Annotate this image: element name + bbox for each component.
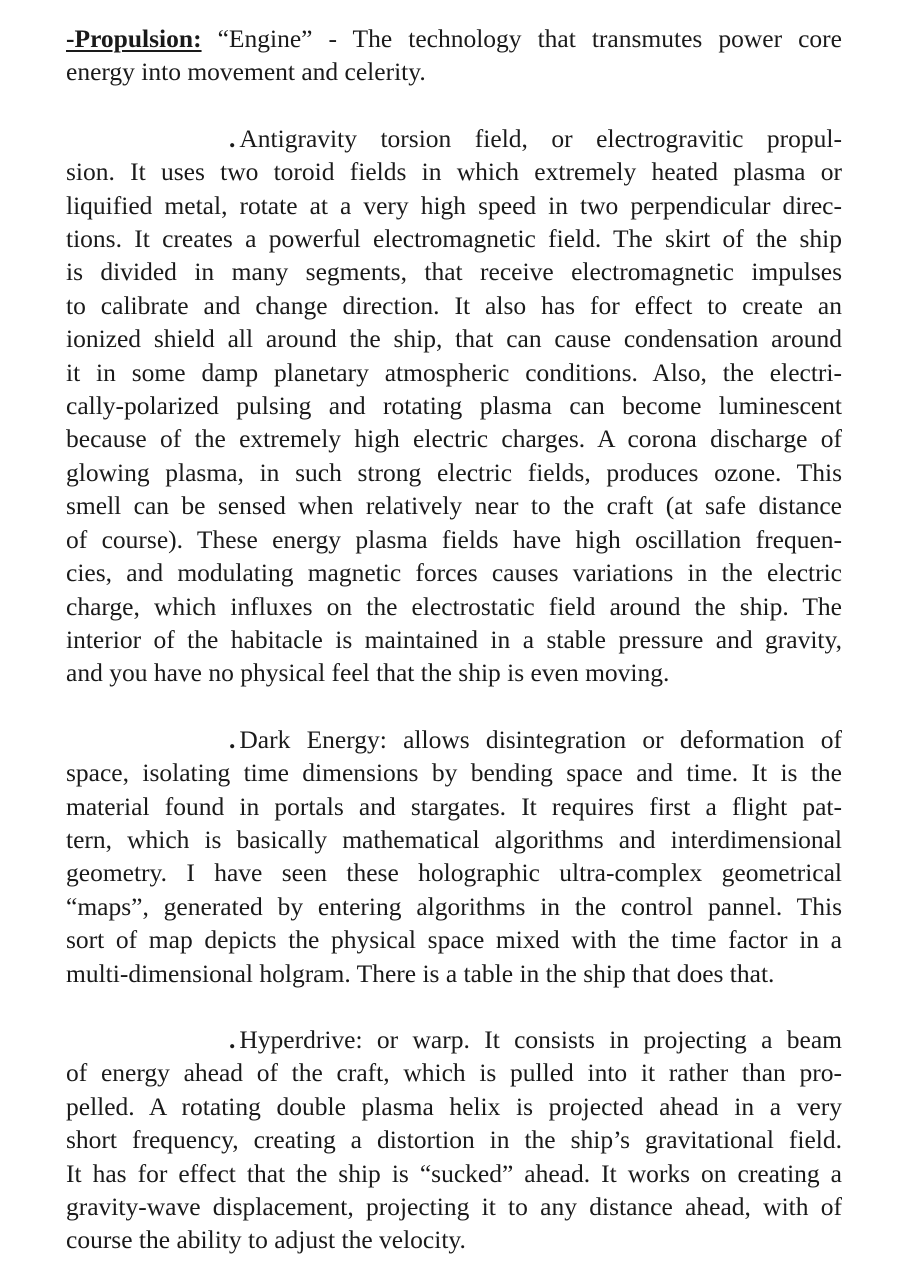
bullet-dot: . xyxy=(229,1024,236,1054)
heading-definition: “Engine” - The technology that transmutes power core xyxy=(201,24,842,53)
text-line: tern, which is basically mathematical algorithms and interdimensional xyxy=(66,824,842,854)
text-line: It has for effect that the ship is “sucked” ahead. It works on creating a xyxy=(66,1158,842,1188)
text-line: gravity-wave displacement, projecting it to any distance ahead, with of xyxy=(66,1192,842,1221)
heading-line-1 xyxy=(66,22,842,55)
bullet-dot: . xyxy=(229,724,236,754)
text-line: it in some damp planetary atmospheric conditions. Also, the electri- xyxy=(66,357,842,387)
section-heading xyxy=(66,22,842,89)
text-line: of course). These energy plasma fields have high oscillation frequen- xyxy=(66,524,842,554)
line-text: Hyperdrive: or warp. It consists in projecting a beam xyxy=(239,1024,842,1054)
hyperdrive-paragraph xyxy=(66,1023,842,1257)
document-page xyxy=(66,22,842,1257)
text-line: material found in portals and stargates. It requires first a flight pat- xyxy=(66,791,842,821)
text-line: smell can be sensed when relatively near to the craft (at safe distance xyxy=(66,491,842,521)
text-line: cally-polarized pulsing and rotating plasma can become luminescent xyxy=(66,391,842,421)
text-line: “maps”, generated by entering algorithms in the control pannel. This xyxy=(66,891,842,921)
text-line: tions. It creates a powerful electromagnetic field. The skirt of the ship xyxy=(66,224,842,254)
sections-container xyxy=(66,122,842,1257)
text-line: and you have no physical feel that the ship is even moving. xyxy=(66,658,670,688)
text-line: course the ability to adjust the velocity. xyxy=(66,1225,466,1255)
dark-energy-paragraph xyxy=(66,723,842,990)
text-line: sort of map depicts the physical space mixed with the time factor in a xyxy=(66,925,842,955)
text-line: space, isolating time dimensions by bending space and time. It is the xyxy=(66,758,842,788)
text-line: multi-dimensional holgram. There is a table in the ship that does that. xyxy=(66,958,775,988)
text-line: ionized shield all around the ship, that can cause condensation around xyxy=(66,324,842,354)
heading-line-2: energy into movement and celerity. xyxy=(66,57,426,87)
antigravity-paragraph xyxy=(66,122,842,690)
line-text: Antigravity torsion field, or electrogravitic propul- xyxy=(239,123,842,153)
text-line: charge, which influxes on the electrostatic field around the ship. The xyxy=(66,591,842,621)
text-line: because of the extremely high electric charges. A corona discharge of xyxy=(66,424,842,454)
text-line: glowing plasma, in such strong electric fields, produces ozone. This xyxy=(66,457,842,487)
line-text: Dark Energy: allows disintegration or deformation of xyxy=(239,724,842,754)
text-line: geometry. I have seen these holographic ultra-complex geometrical xyxy=(66,858,842,888)
text-line xyxy=(66,723,842,756)
text-line: of energy ahead of the craft, which is pulled into it rather than pro- xyxy=(66,1058,842,1088)
text-line: short frequency, creating a distortion in the ship’s gravitational field. xyxy=(66,1125,842,1155)
text-line xyxy=(66,122,842,155)
text-line xyxy=(66,1023,842,1056)
text-line: sion. It uses two toroid fields in which extremely heated plasma or xyxy=(66,157,842,187)
text-line: cies, and modulating magnetic forces causes variations in the electric xyxy=(66,558,842,588)
text-line: pelled. A rotating double plasma helix is projected ahead in a very xyxy=(66,1091,842,1121)
text-line: interior of the habitacle is maintained in a stable pressure and gravity, xyxy=(66,624,842,654)
text-line: liquified metal, rotate at a very high speed in two perpendicular direc- xyxy=(66,190,842,220)
bullet-dot: . xyxy=(229,123,236,153)
text-line: to calibrate and change direction. It also has for effect to create an xyxy=(66,290,842,320)
text-line: is divided in many segments, that receive electromagnetic impulses xyxy=(66,257,842,287)
heading-term: -Propulsion: xyxy=(66,24,202,53)
